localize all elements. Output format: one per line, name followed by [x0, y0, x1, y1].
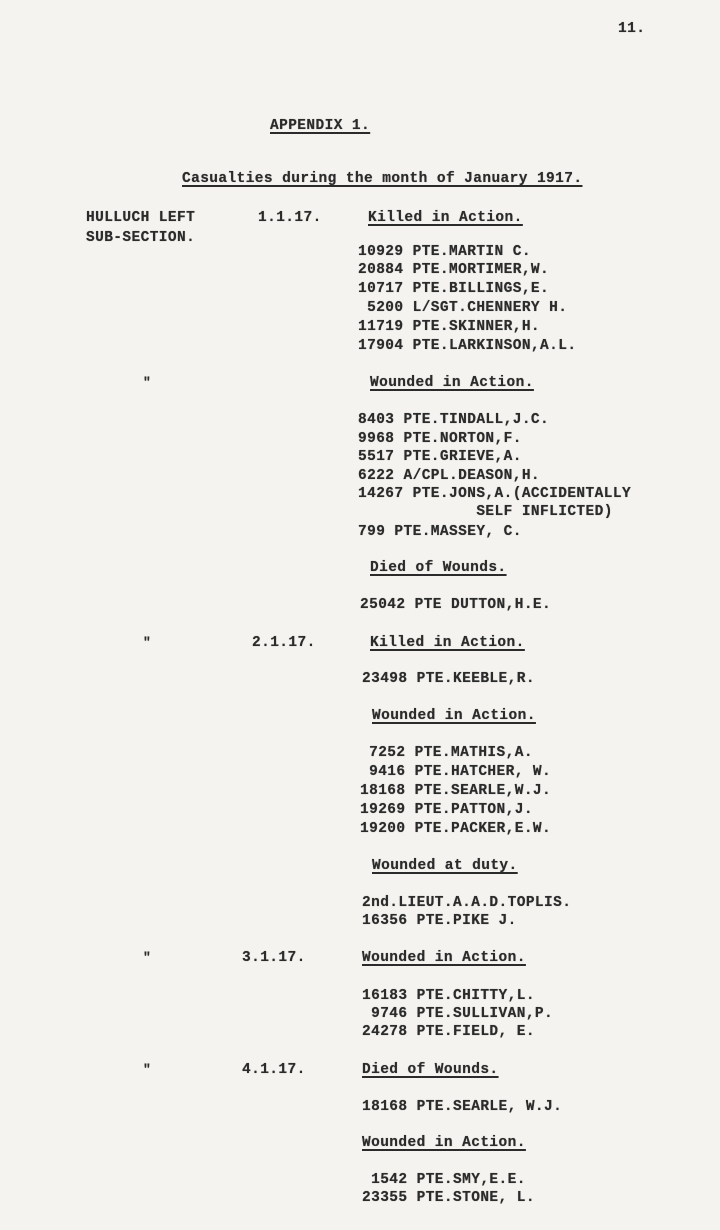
entry-date: 1.1.17.	[258, 210, 322, 226]
entry-date: 4.1.17.	[242, 1062, 306, 1078]
section-heading-killed: Killed in Action.	[368, 210, 523, 226]
casualty-line: 9416 PTE.HATCHER, W.	[360, 764, 552, 780]
casualty-line: 16356 PTE.PIKE J.	[362, 913, 517, 929]
section-heading-wounded: Wounded in Action.	[362, 1135, 526, 1151]
casualty-line: 14267 PTE.JONS,A.(ACCIDENTALLY	[358, 486, 632, 502]
section-heading-wounded: Wounded in Action.	[362, 950, 526, 966]
casualty-line: 18168 PTE.SEARLE, W.J.	[362, 1099, 563, 1115]
casualty-line: 10717 PTE.BILLINGS,E.	[358, 281, 550, 297]
ditto-mark: "	[143, 635, 152, 650]
ditto-mark: "	[143, 950, 152, 965]
casualty-line: 25042 PTE DUTTON,H.E.	[360, 597, 552, 613]
casualty-line: 23355 PTE.STONE, L.	[362, 1190, 535, 1206]
casualty-line: 17904 PTE.LARKINSON,A.L.	[358, 338, 577, 354]
location-line-1: HULLUCH LEFT	[86, 210, 196, 226]
casualty-line: 2nd.LIEUT.A.A.D.TOPLIS.	[362, 895, 572, 911]
section-heading-wounded: Wounded in Action.	[370, 375, 534, 391]
casualty-line: 24278 PTE.FIELD, E.	[362, 1024, 535, 1040]
casualty-line: 6222 A/CPL.DEASON,H.	[358, 468, 541, 484]
casualty-line: 8403 PTE.TINDALL,J.C.	[358, 412, 550, 428]
section-heading-died: Died of Wounds.	[362, 1062, 499, 1078]
location-line-2: SUB-SECTION.	[86, 230, 196, 246]
casualty-line: 23498 PTE.KEEBLE,R.	[362, 671, 535, 687]
casualty-line: 1542 PTE.SMY,E.E.	[362, 1172, 526, 1188]
page-number: 11.	[618, 21, 646, 37]
ditto-mark: "	[143, 375, 152, 390]
casualty-line: SELF INFLICTED)	[358, 504, 613, 520]
document-subtitle: Casualties during the month of January 1917.	[182, 171, 583, 187]
section-heading-killed: Killed in Action.	[370, 635, 525, 651]
casualty-line: 16183 PTE.CHITTY,L.	[362, 988, 535, 1004]
casualty-line: 9968 PTE.NORTON,F.	[358, 431, 522, 447]
entry-date: 3.1.17.	[242, 950, 306, 966]
casualty-line: 9746 PTE.SULLIVAN,P.	[362, 1006, 554, 1022]
appendix-title: APPENDIX 1.	[270, 118, 371, 134]
ditto-mark: "	[143, 1062, 152, 1077]
section-heading-died: Died of Wounds.	[370, 560, 507, 576]
casualty-line: 799 PTE.MASSEY, C.	[358, 524, 522, 540]
casualty-line: 19269 PTE.PATTON,J.	[360, 802, 533, 818]
casualty-line: 18168 PTE.SEARLE,W.J.	[360, 783, 552, 799]
casualty-line: 5200 L/SGT.CHENNERY H.	[358, 300, 568, 316]
section-heading-wounded-at-duty: Wounded at duty.	[372, 858, 518, 874]
casualty-line: 20884 PTE.MORTIMER,W.	[358, 262, 550, 278]
casualty-line: 11719 PTE.SKINNER,H.	[358, 319, 541, 335]
casualty-line: 10929 PTE.MARTIN C.	[358, 244, 531, 260]
entry-date: 2.1.17.	[252, 635, 316, 651]
casualty-line: 19200 PTE.PACKER,E.W.	[360, 821, 552, 837]
casualty-line: 7252 PTE.MATHIS,A.	[360, 745, 533, 761]
section-heading-wounded: Wounded in Action.	[372, 708, 536, 724]
casualty-line: 5517 PTE.GRIEVE,A.	[358, 449, 522, 465]
